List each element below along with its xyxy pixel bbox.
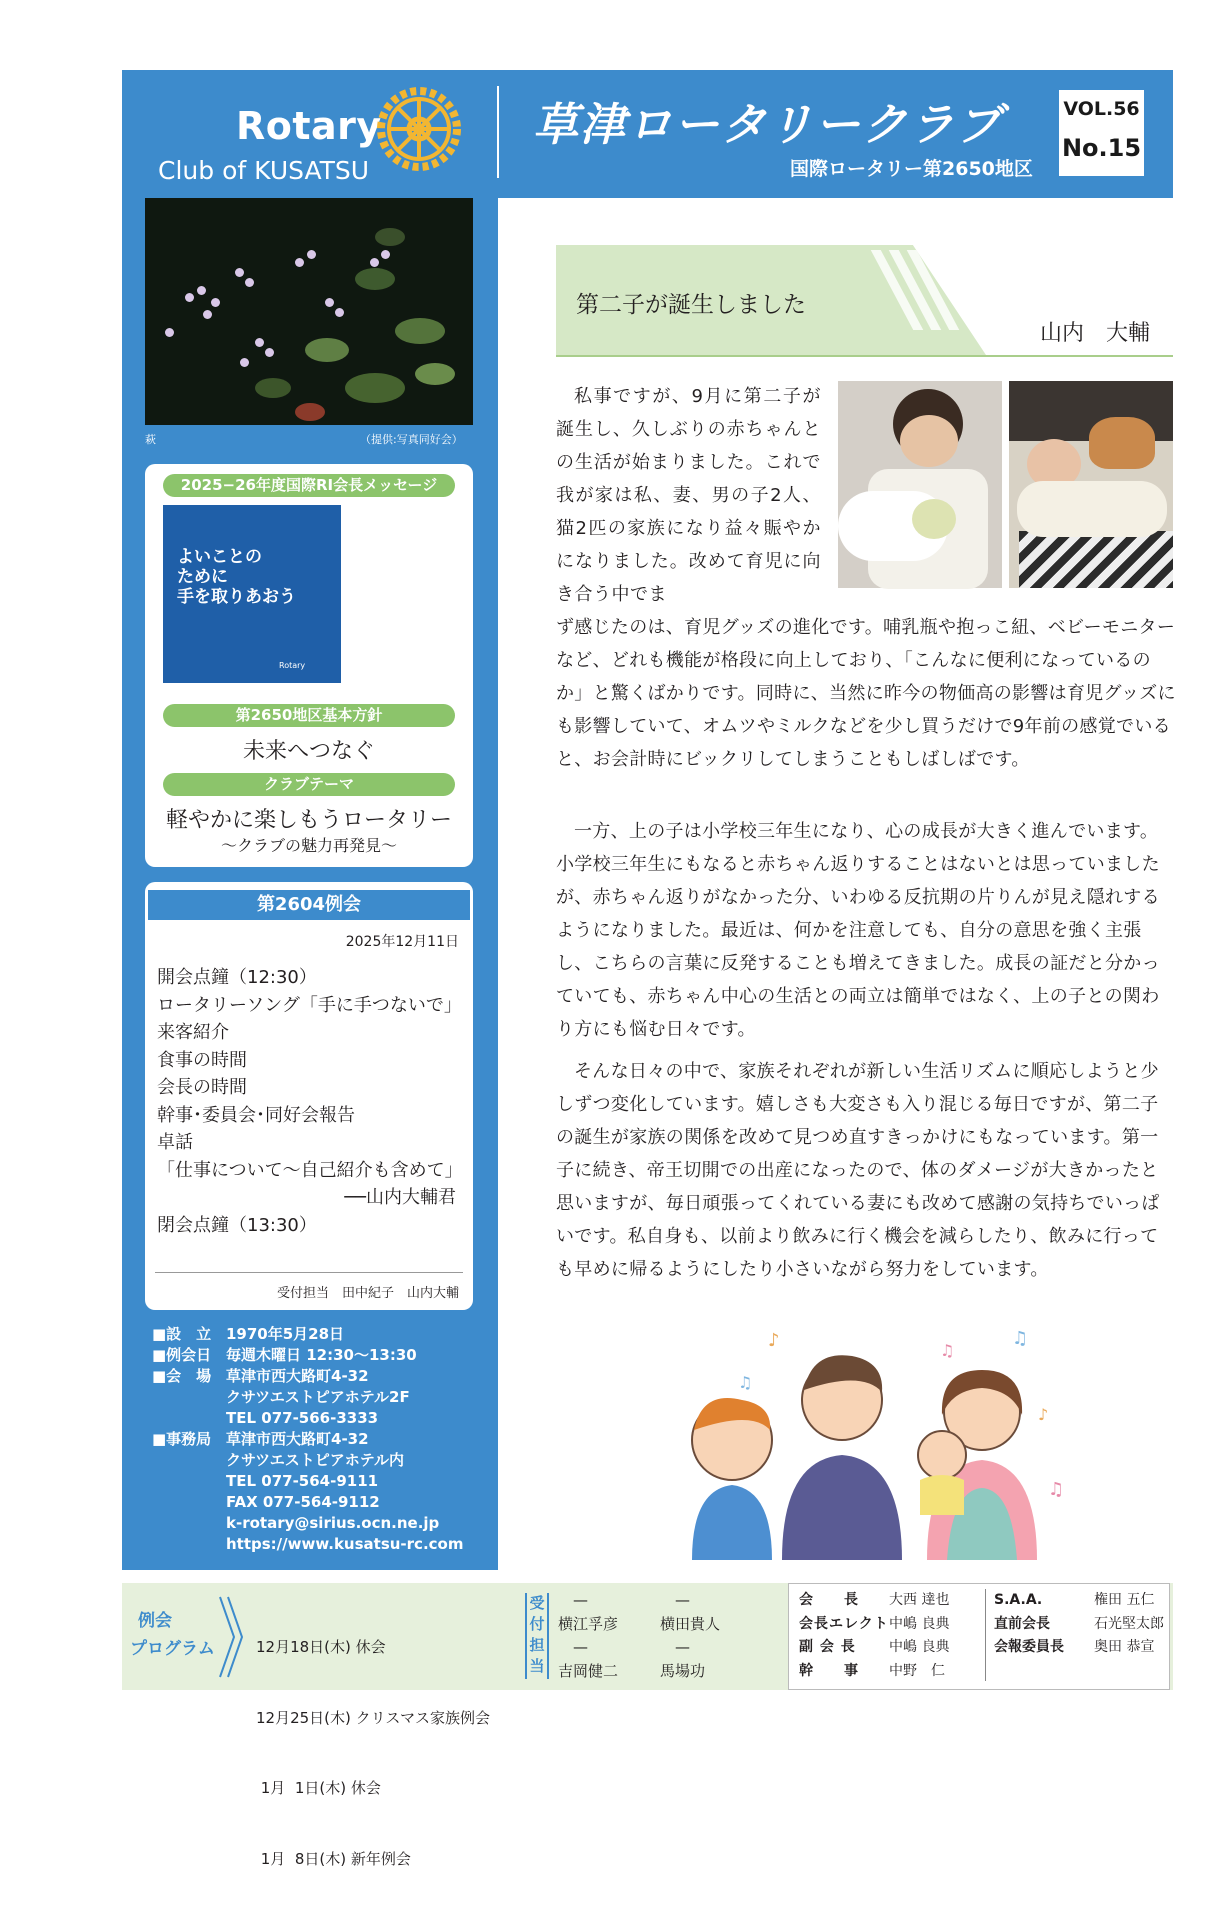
- ri-theme-logo: Rotary: [279, 661, 306, 670]
- family-illustration: [672, 1330, 1112, 1560]
- club-info-row: https://www.kusatsu-rc.com: [226, 1535, 464, 1553]
- district-policy-label: 第2650地区基本方針: [163, 704, 455, 727]
- logo-rotary-word: Rotary: [236, 104, 382, 148]
- program-item: 卓話: [157, 1132, 193, 1153]
- club-theme: 軽やかに楽しもうロータリー: [165, 808, 452, 833]
- officer-row: 会報委員長 奥田 恭宣: [994, 1639, 1155, 1655]
- photo-caption: 萩: [145, 433, 156, 446]
- club-info-row: クサツエストピアホテル内: [226, 1451, 405, 1469]
- meeting-reception: 受付担当 田中紀子 山内大輔: [276, 1286, 459, 1301]
- schedule-item: 12月25日(木) クリスマス家族例会: [256, 1708, 491, 1727]
- officer-row: 会 長 大西 達也: [799, 1592, 950, 1608]
- reception-row: 横江孚彦 横田貴人: [558, 1614, 721, 1633]
- meeting-program: [157, 964, 462, 1239]
- footer-program: [122, 1583, 1173, 1868]
- logo-club-name: Club of KUSATSU: [158, 156, 370, 185]
- svg-text:♪: ♪: [1038, 1405, 1049, 1424]
- program-item: 会長の時間: [157, 1077, 247, 1098]
- newsletter-title: 草津ロータリークラブ: [533, 98, 1004, 151]
- rotary-wheel-icon: [376, 86, 462, 172]
- program-item: 食事の時間: [157, 1049, 247, 1071]
- schedule-item: 1月 8日(木) 新年例会: [256, 1849, 411, 1868]
- article-author: 山内 大輔: [1040, 321, 1151, 346]
- svg-text:♪: ♪: [768, 1330, 780, 1351]
- chevron-right-icon: [218, 1595, 244, 1679]
- svg-text:♫: ♫: [1048, 1479, 1065, 1500]
- officers-left: [799, 1589, 949, 1683]
- volume-number: VOL.56: [1063, 98, 1140, 120]
- reception-label: 受付担当: [525, 1593, 549, 1679]
- district-policy: 未来へつなぐ: [242, 739, 375, 764]
- program-item: 開会点鐘（12:30）: [157, 967, 317, 988]
- club-info-row: ■設 立 1970年5月28日: [152, 1325, 345, 1343]
- article-paragraph-1-top: 私事ですが、9月に第二子が誕生し、久しぶりの赤ちゃんとの生活が始まりました。これで我が家は私、妻、男の子2人、猫2匹の家族になり益々賑やかになりました。改めて育児に向き合う中でま: [556, 386, 821, 605]
- program-closing: 閉会点鐘（13:30）: [157, 1214, 317, 1236]
- club-info-row: ■例会日 毎週木曜日 12:30〜13:30: [152, 1346, 417, 1364]
- reception-row: 吉岡健二 馬場功: [558, 1661, 706, 1680]
- club-info-row: クサツエストピアホテル2F: [226, 1388, 410, 1406]
- officer-row: 会長エレクト 中嶋 良典: [799, 1615, 950, 1632]
- ri-message-label: 2025−26年度国際RI会長メッセージ: [163, 474, 455, 497]
- club-info-row: TEL 077-566-3333: [226, 1409, 379, 1427]
- district-label: 国際ロータリー第2650地区: [790, 158, 1033, 180]
- issue-box: [1059, 90, 1144, 176]
- club-info-row: TEL 077-564-9111: [226, 1472, 379, 1490]
- article-title-rule: [556, 355, 1173, 357]
- meeting-title: 第2604例会: [148, 890, 470, 920]
- schedule-item: 1月 1日(木) 休会: [256, 1779, 381, 1797]
- footer-label: 例会 プログラム: [130, 1611, 215, 1659]
- photo-credit: （提供:写真同好会）: [360, 433, 463, 446]
- officer-row: 副 会 長 中嶋 良典: [799, 1639, 950, 1655]
- ri-theme-graphic: [163, 505, 341, 683]
- program-item: ロータリーソング「手に手つないで」: [157, 994, 462, 1016]
- article-paragraph-2: 一方、上の子は小学校三年生になり、心の成長が大きく進んでいます。小学校三年生にもなると赤ちゃん返りすることはないとは思っていましたが、赤ちゃん返りがなかった分、いわゆる反抗期の片りんが見え隠れするようになりました。最近は、何かを注意しても、自分の意思を強く主張し、こちらの言葉に反発することも増えてきました。成長の証だと分かっていても、赤ちゃん中心の生活との両立は簡単ではなく、上の子との関わり方にも悩む日々です。: [556, 821, 1160, 1040]
- club-info-row: ■事務局 草津市西大路町4-32: [152, 1430, 369, 1448]
- reception-row: — —: [558, 1591, 691, 1609]
- club-subtheme: 〜クラブの魅力再発見〜: [220, 836, 397, 855]
- officer-row: 幹 事 中野 仁: [799, 1662, 945, 1679]
- program-speaker: ──山内大輔君: [344, 1187, 456, 1208]
- issue-number: No.15: [1061, 134, 1142, 162]
- club-info: [152, 1324, 492, 1555]
- meeting-date: 2025年12月11日: [345, 934, 459, 950]
- article-paragraph-1-rest: ず感じたのは、育児グッズの進化です。哺乳瓶や抱っこ紐、ベビーモニターなど、どれも機能が格段に向上しており、「こんなに便利になっているのか」と驚くばかりです。同時に、当然に昨今の物価高の影響は育児グッズにも影響していて、オムツやミルクなどを少し買うだけで9年前の感覚でいると、お会計時にビックリしてしまうこともしばしばです。: [556, 617, 1176, 770]
- officers-right: [985, 1589, 1164, 1681]
- club-info-row: k-rotary@sirius.ocn.ne.jp: [226, 1514, 440, 1532]
- flower-photo: [145, 198, 473, 425]
- meeting-panel: [145, 882, 473, 1310]
- footer-schedule: [256, 1589, 490, 1918]
- divider: [155, 1272, 463, 1273]
- reception-row: — —: [558, 1638, 691, 1656]
- schedule-item: 12月18日(木) 休会: [256, 1638, 386, 1656]
- ri-theme-text: よいことの ために 手を取りあおう: [177, 547, 296, 607]
- officer-row: S.A.A. 権田 五仁: [994, 1592, 1155, 1608]
- footer-reception: [558, 1589, 720, 1683]
- svg-text:♫: ♫: [738, 1373, 753, 1392]
- program-item: 「仕事について〜自己紹介も含めて」: [157, 1159, 463, 1181]
- club-theme-label: クラブテーマ: [163, 773, 455, 796]
- club-info-row: ■会 場 草津市西大路町4-32: [152, 1367, 369, 1385]
- program-item: 来客紹介: [157, 1022, 229, 1043]
- svg-text:♫: ♫: [1012, 1328, 1029, 1349]
- svg-text:♫: ♫: [940, 1341, 955, 1360]
- title-divider: [497, 86, 499, 178]
- article-paragraph-3: そんな日々の中で、家族それぞれが新しい生活リズムに順応しようと少しずつ変化しています。嬉しさも大変さも入り混じる毎日ですが、第二子の誕生が家族の関係を改めて見つめ直すきっかけにもなっています。第一子に続き、帝王切開での出産になったので、体のダメージが大きかったと思いますが、毎日頑張ってくれている妻にも改めて感謝の気持ちでいっぱいです。私自身も、以前より飲みに行く機会を減らしたり、飲みに行っても早めに帰るようにしたり小さいながら努力をしています。: [556, 1061, 1160, 1280]
- program-item: 幹事･委員会･同好会報告: [157, 1104, 355, 1126]
- officer-row: 直前会長 石光堅太郎: [994, 1615, 1164, 1632]
- brother-with-baby-photo: [838, 381, 1002, 588]
- article-title: 第二子が誕生しました: [576, 292, 806, 318]
- baby-with-cat-photo: [1009, 381, 1173, 588]
- club-info-row: FAX 077-564-9112: [226, 1493, 380, 1511]
- officers-box: [788, 1583, 1170, 1690]
